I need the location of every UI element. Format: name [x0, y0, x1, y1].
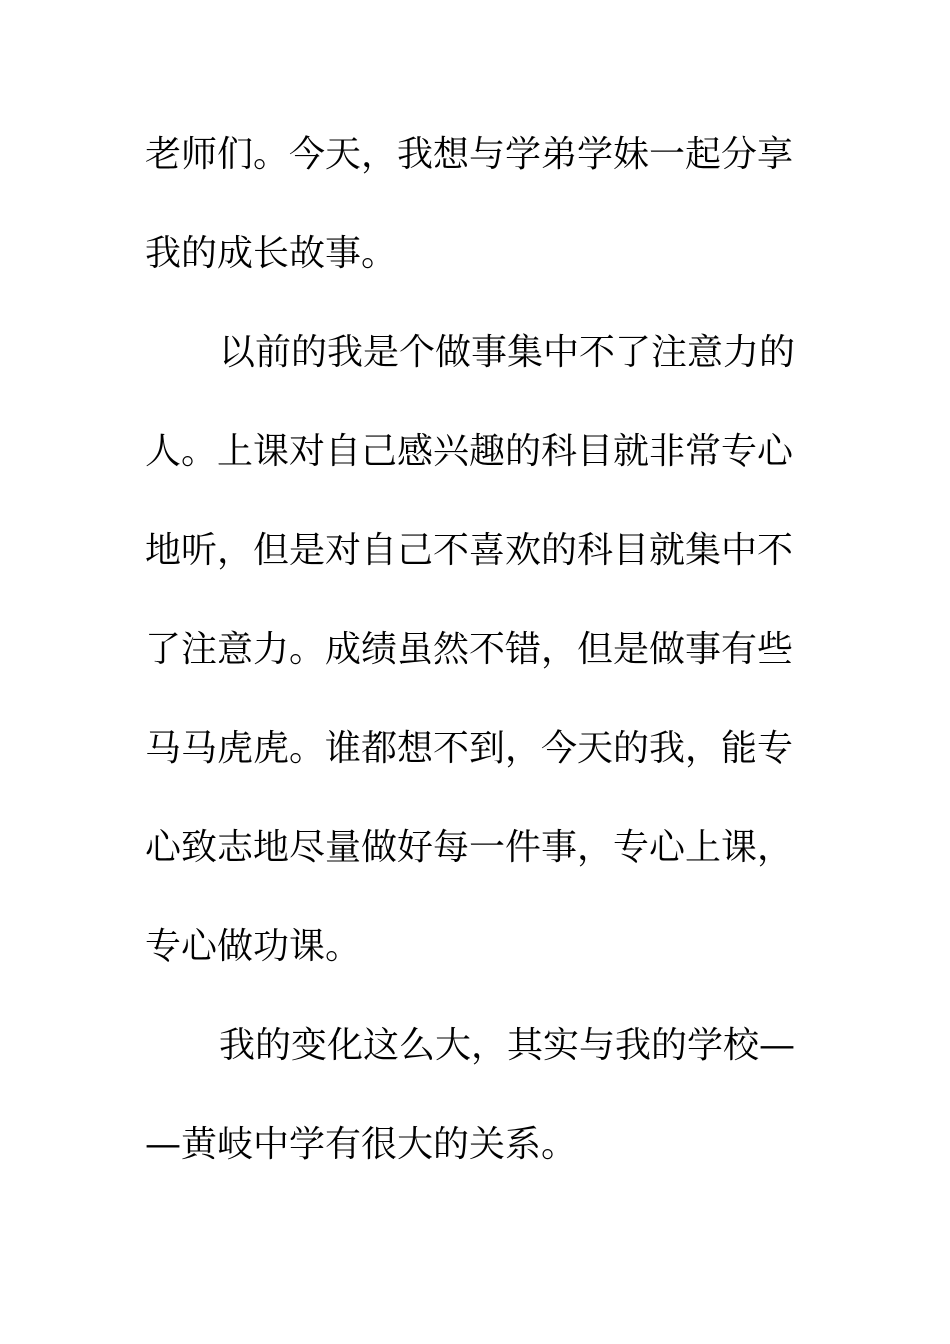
- body-text: [145, 125, 815, 1214]
- text-line: 心致志地尽量做好每一件事，专心上课，: [145, 827, 794, 868]
- text-line: 我的成长故事。: [145, 233, 398, 274]
- text-line: 了注意力。成绩虽然不错，但是做事有些: [145, 629, 794, 670]
- paragraph-start-line: 以前的我是个做事集中不了注意力的: [219, 332, 796, 373]
- text-line: 地听，但是对自己不喜欢的科目就集中不: [145, 530, 794, 571]
- text-line: —黄岐中学有很大的关系。: [145, 1124, 578, 1165]
- text-line: 专心做功课。: [145, 926, 362, 967]
- text-line: 马马虎虎。谁都想不到，今天的我，能专: [145, 728, 794, 769]
- text-line: 人。上课对自己感兴趣的科目就非常专心: [145, 431, 794, 472]
- text-line: 老师们。今天，我想与学弟学妹一起分享: [145, 134, 794, 175]
- paragraph-start-line: 我的变化这么大，其实与我的学校—: [219, 1025, 796, 1066]
